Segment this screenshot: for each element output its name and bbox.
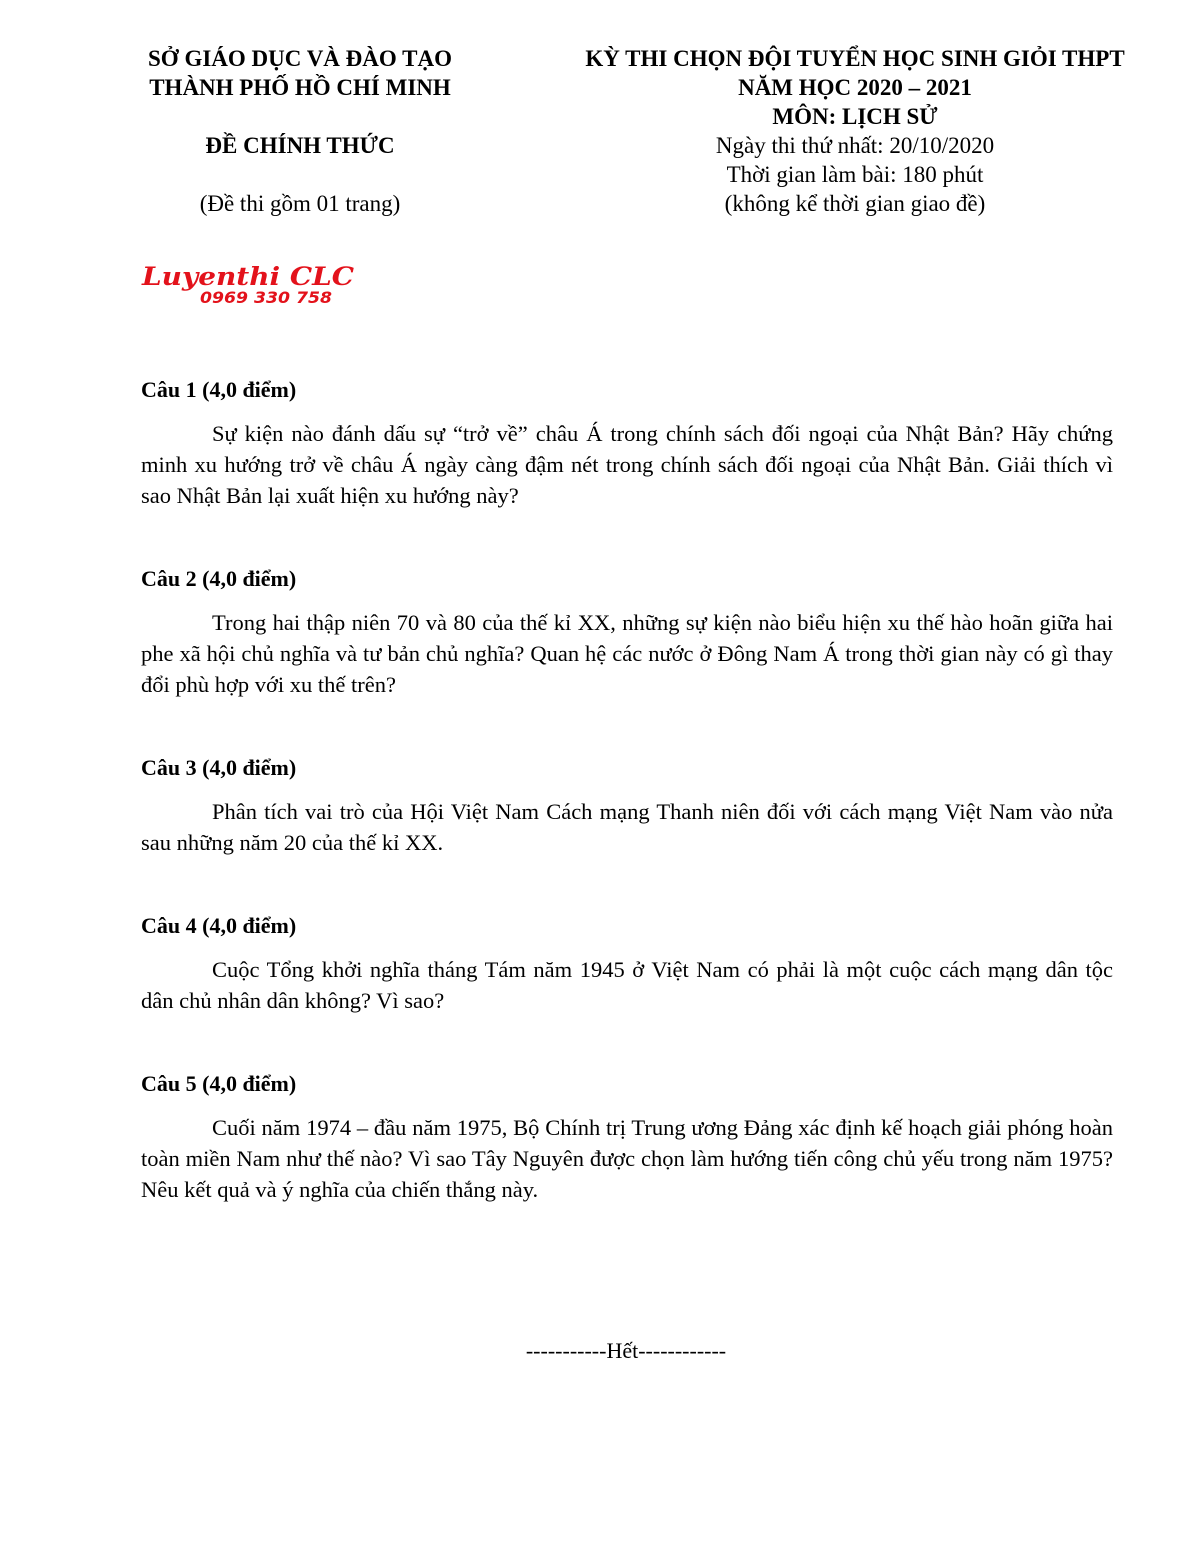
header-left — [100, 44, 500, 218]
header-right — [545, 44, 1165, 218]
question-4 — [141, 910, 1113, 1016]
org-name-line2: THÀNH PHỐ HỒ CHÍ MINH — [149, 75, 451, 100]
exam-duration: Thời gian làm bài: 180 phút — [726, 162, 984, 187]
question-5 — [141, 1068, 1113, 1205]
question-2-title: Câu 2 (4,0 điểm) — [141, 566, 297, 591]
pages-note: (Đề thi gồm 01 trang) — [199, 191, 401, 216]
school-year: NĂM HỌC 2020 – 2021 — [738, 75, 972, 100]
question-1-title: Câu 1 (4,0 điểm) — [141, 377, 297, 402]
question-1 — [141, 374, 1113, 511]
question-4-title: Câu 4 (4,0 điểm) — [141, 913, 297, 938]
end-of-exam-mark: -----------Hết------------ — [525, 1338, 727, 1363]
question-3 — [141, 752, 1113, 858]
logo-name: Luyenthi CLC — [140, 262, 355, 291]
duration-note: (không kể thời gian giao đề) — [724, 191, 986, 216]
question-2-body: Trong hai thập niên 70 và 80 của thế kỉ XX, những sự kiện nào biểu hiện xu thế hào hoãn giữa hai phe xã hội chủ nghĩa và tư bản chủ nghĩa? Quan hệ các nước ở Đông Nam Á trong thời gian này có gì thay đổi phù hợp với xu thế trên? — [141, 610, 1113, 697]
org-name-line1: SỞ GIÁO DỤC VÀ ĐÀO TẠO — [148, 46, 452, 71]
official-exam-label: ĐỀ CHÍNH THỨC — [205, 133, 395, 158]
subject: MÔN: LỊCH SỬ — [772, 104, 938, 129]
question-list — [141, 374, 1113, 1257]
question-3-title: Câu 3 (4,0 điểm) — [141, 755, 297, 780]
exam-date: Ngày thi thứ nhất: 20/10/2020 — [715, 133, 995, 158]
question-2 — [141, 563, 1113, 700]
question-5-title: Câu 5 (4,0 điểm) — [141, 1071, 297, 1096]
luyenthi-logo — [140, 258, 370, 308]
logo-phone: 0969 330 758 — [200, 288, 332, 307]
exam-title: KỲ THI CHỌN ĐỘI TUYỂN HỌC SINH GIỎI THPT — [585, 46, 1125, 71]
question-3-body: Phân tích vai trò của Hội Việt Nam Cách mạng Thanh niên đối với cách mạng Việt Nam vào nửa sau những năm 20 của thế kỉ XX. — [141, 799, 1113, 855]
question-1-body: Sự kiện nào đánh dấu sự “trở về” châu Á trong chính sách đối ngoại của Nhật Bản? Hãy chứng minh xu hướng trở về châu Á ngày càng đậm nét trong chính sách đối ngoại của Nhật Bản. Giải thích vì sao Nhật Bản lại xuất hiện xu hướng này? — [141, 421, 1113, 508]
question-4-body: Cuộc Tổng khởi nghĩa tháng Tám năm 1945 ở Việt Nam có phải là một cuộc cách mạng dân tộc dân chủ nhân dân không? Vì sao? — [141, 957, 1113, 1013]
question-5-body: Cuối năm 1974 – đầu năm 1975, Bộ Chính trị Trung ương Đảng xác định kế hoạch giải phóng hoàn toàn miền Nam như thế nào? Vì sao Tây Nguyên được chọn làm hướng tiến công chủ yếu trong năm 1975? Nêu kết quả và ý nghĩa của chiến thắng này. — [141, 1115, 1113, 1202]
